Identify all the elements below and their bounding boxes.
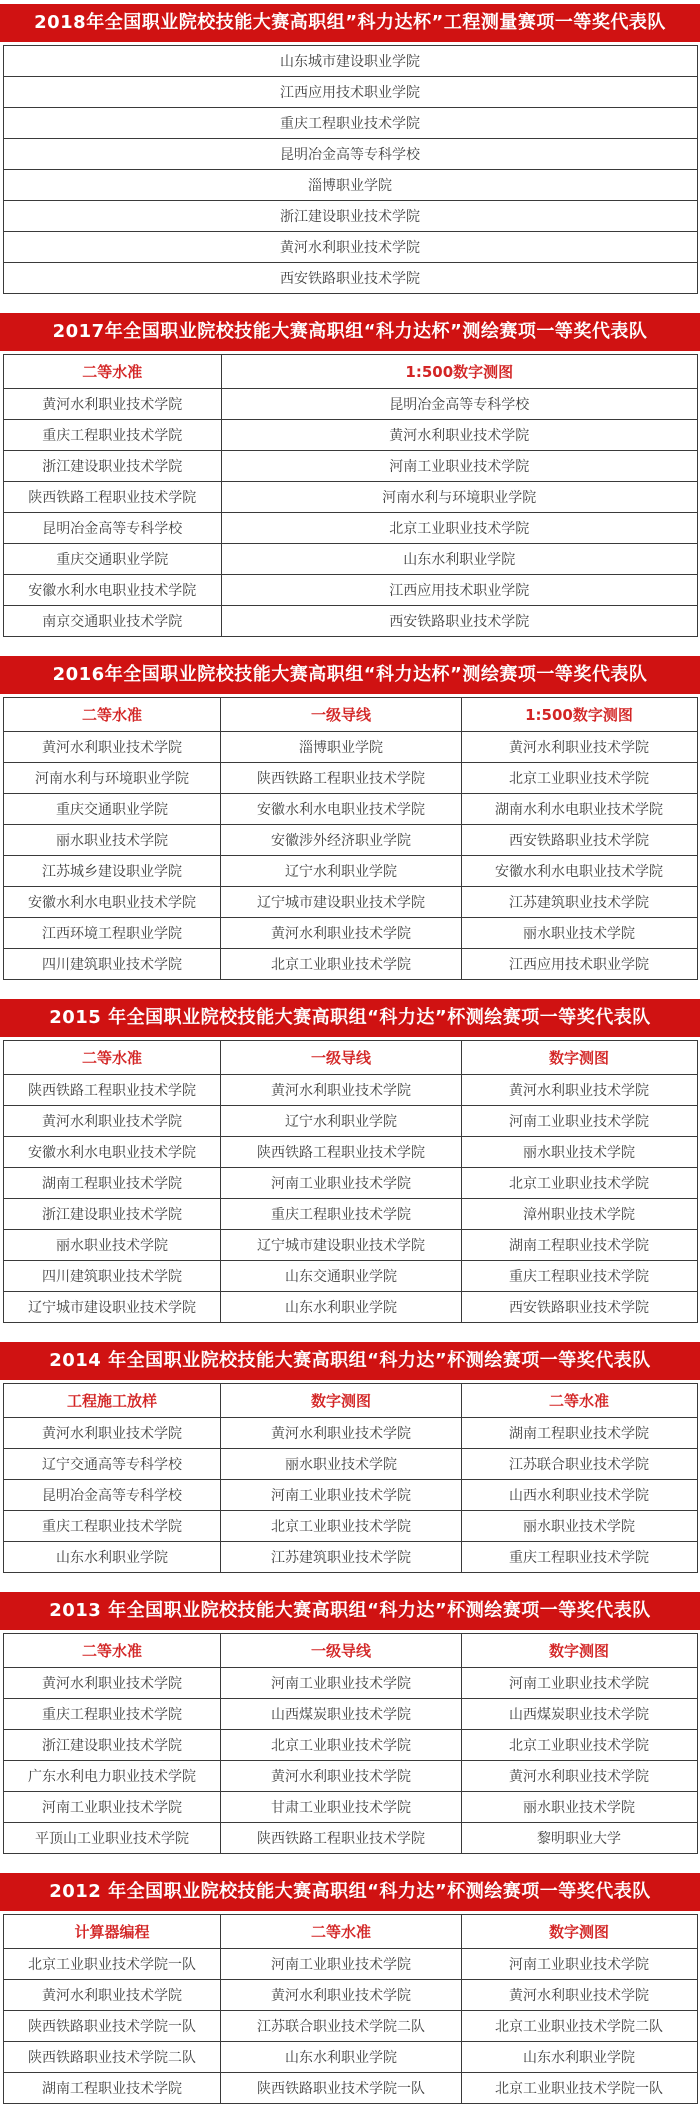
school-cell: 甘肃工业职业技术学院 [221, 1792, 461, 1823]
school-cell: 昆明冶金高等专科学校 [222, 389, 697, 420]
table-row [3, 1075, 697, 1106]
table-row [3, 263, 697, 294]
school-cell: 丽水职业技术学院 [3, 1230, 221, 1261]
school-cell: 安徽水利水电职业技术学院 [3, 887, 221, 918]
table-row [3, 232, 697, 263]
table-row [3, 2073, 697, 2104]
school-cell: 河南工业职业技术学院 [3, 1792, 221, 1823]
awards-table-2017 [3, 354, 698, 637]
table-row [3, 420, 697, 451]
school-cell: 淄博职业学院 [3, 170, 697, 201]
school-cell: 西安铁路职业技术学院 [461, 1292, 697, 1323]
school-cell: 丽水职业技术学院 [221, 1449, 461, 1480]
school-cell: 重庆工程职业技术学院 [3, 420, 222, 451]
school-cell: 河南工业职业技术学院 [461, 1106, 697, 1137]
table-row [3, 2011, 697, 2042]
school-cell: 西安铁路职业技术学院 [461, 825, 697, 856]
column-header: 数字测图 [221, 1384, 461, 1418]
school-cell: 黄河水利职业技术学院 [3, 1418, 221, 1449]
header-row [3, 1634, 697, 1668]
school-cell: 丽水职业技术学院 [461, 918, 697, 949]
header-row [3, 698, 697, 732]
school-cell: 丽水职业技术学院 [3, 825, 221, 856]
school-cell: 重庆工程职业技术学院 [3, 108, 697, 139]
section-2013 [0, 1592, 700, 1854]
school-cell: 昆明冶金高等专科学校 [3, 1480, 221, 1511]
column-header: 二等水准 [221, 1915, 461, 1949]
school-cell: 北京工业职业技术学院 [221, 949, 461, 980]
school-cell: 江西应用技术职业学院 [3, 77, 697, 108]
school-cell: 浙江建设职业技术学院 [3, 201, 697, 232]
school-cell: 丽水职业技术学院 [461, 1792, 697, 1823]
school-cell: 浙江建设职业技术学院 [3, 451, 222, 482]
school-cell: 江苏建筑职业技术学院 [221, 1542, 461, 1573]
table-row [3, 732, 697, 763]
school-cell: 安徽涉外经济职业学院 [221, 825, 461, 856]
table-row [3, 1699, 697, 1730]
awards-table-2012 [3, 1914, 698, 2104]
table-row [3, 606, 697, 637]
school-cell: 陕西铁路工程职业技术学院 [3, 1075, 221, 1106]
school-cell: 北京工业职业技术学院 [461, 1730, 697, 1761]
school-cell: 湖南工程职业技术学院 [3, 2073, 221, 2104]
school-cell: 北京工业职业技术学院二队 [461, 2011, 697, 2042]
school-cell: 河南工业职业技术学院 [221, 1168, 461, 1199]
school-cell: 西安铁路职业技术学院 [3, 263, 697, 294]
section-2018 [0, 4, 700, 294]
school-cell: 河南水利与环境职业学院 [222, 482, 697, 513]
table-row [3, 1823, 697, 1854]
column-header: 数字测图 [461, 1634, 697, 1668]
awards-table-2014 [3, 1383, 698, 1573]
section-title-banner: 2015 年全国职业院校技能大赛高职组“科力达”杯测绘赛项一等奖代表队 [0, 999, 700, 1037]
school-cell: 北京工业职业技术学院 [221, 1730, 461, 1761]
school-cell: 四川建筑职业技术学院 [3, 1261, 221, 1292]
school-cell: 北京工业职业技术学院一队 [3, 1949, 221, 1980]
table-row [3, 2042, 697, 2073]
school-cell: 辽宁交通高等专科学校 [3, 1449, 221, 1480]
school-cell: 黄河水利职业技术学院 [222, 420, 697, 451]
school-cell: 河南工业职业技术学院 [221, 1480, 461, 1511]
school-cell: 安徽水利水电职业技术学院 [3, 575, 222, 606]
school-cell: 河南水利与环境职业学院 [3, 763, 221, 794]
table-row [3, 201, 697, 232]
school-cell: 北京工业职业技术学院 [461, 763, 697, 794]
school-cell: 淄博职业学院 [221, 732, 461, 763]
school-cell: 丽水职业技术学院 [461, 1137, 697, 1168]
school-cell: 湖南工程职业技术学院 [461, 1230, 697, 1261]
school-cell: 陕西铁路工程职业技术学院 [3, 482, 222, 513]
school-cell: 山东水利职业学院 [221, 2042, 461, 2073]
school-cell: 山东水利职业学院 [461, 2042, 697, 2073]
school-cell: 黄河水利职业技术学院 [3, 232, 697, 263]
section-title-banner: 2014 年全国职业院校技能大赛高职组“科力达”杯测绘赛项一等奖代表队 [0, 1342, 700, 1380]
column-header: 一级导线 [221, 1041, 461, 1075]
table-row [3, 825, 697, 856]
school-cell: 黄河水利职业技术学院 [461, 1075, 697, 1106]
awards-table-2015 [3, 1040, 698, 1323]
column-header: 数字测图 [461, 1041, 697, 1075]
table-row [3, 1730, 697, 1761]
school-cell: 辽宁水利职业学院 [221, 856, 461, 887]
school-cell: 山东城市建设职业学院 [3, 46, 697, 77]
table-row [3, 1668, 697, 1699]
table-row [3, 1418, 697, 1449]
table-row [3, 544, 697, 575]
section-title-banner: 2013 年全国职业院校技能大赛高职组“科力达”杯测绘赛项一等奖代表队 [0, 1592, 700, 1630]
school-cell: 河南工业职业技术学院 [222, 451, 697, 482]
school-cell: 漳州职业技术学院 [461, 1199, 697, 1230]
section-title-banner: 2012 年全国职业院校技能大赛高职组“科力达”杯测绘赛项一等奖代表队 [0, 1873, 700, 1911]
table-row [3, 389, 697, 420]
table-row [3, 918, 697, 949]
header-row [3, 355, 697, 389]
section-2014 [0, 1342, 700, 1573]
school-cell: 辽宁城市建设职业技术学院 [221, 887, 461, 918]
school-cell: 江西环境工程职业学院 [3, 918, 221, 949]
school-cell: 黄河水利职业技术学院 [221, 918, 461, 949]
table-row [3, 482, 697, 513]
column-header: 二等水准 [3, 355, 222, 389]
school-cell: 黄河水利职业技术学院 [221, 1980, 461, 2011]
table-row [3, 139, 697, 170]
table-row [3, 1761, 697, 1792]
column-header: 二等水准 [3, 1634, 221, 1668]
section-title-banner: 2018年全国职业院校技能大赛高职组”科力达杯”工程测量赛项一等奖代表队 [0, 4, 700, 42]
school-cell: 山西煤炭职业技术学院 [221, 1699, 461, 1730]
table-row [3, 513, 697, 544]
school-cell: 陕西铁路职业技术学院一队 [3, 2011, 221, 2042]
school-cell: 平顶山工业职业技术学院 [3, 1823, 221, 1854]
table-row [3, 763, 697, 794]
table-row [3, 1292, 697, 1323]
school-cell: 四川建筑职业技术学院 [3, 949, 221, 980]
awards-table-2013 [3, 1633, 698, 1854]
school-cell: 江西应用技术职业学院 [461, 949, 697, 980]
section-2012 [0, 1873, 700, 2104]
table-row [3, 1261, 697, 1292]
section-2017 [0, 313, 700, 637]
table-row [3, 949, 697, 980]
column-header: 二等水准 [3, 1041, 221, 1075]
table-row [3, 1480, 697, 1511]
column-header: 计算器编程 [3, 1915, 221, 1949]
school-cell: 重庆工程职业技术学院 [461, 1261, 697, 1292]
column-header: 1:500数字测图 [461, 698, 697, 732]
section-2015 [0, 999, 700, 1323]
school-cell: 山西水利职业技术学院 [461, 1480, 697, 1511]
column-header: 数字测图 [461, 1915, 697, 1949]
school-cell: 陕西铁路职业技术学院一队 [221, 2073, 461, 2104]
school-cell: 北京工业职业技术学院 [222, 513, 697, 544]
table-row [3, 1199, 697, 1230]
school-cell: 江苏城乡建设职业学院 [3, 856, 221, 887]
school-cell: 黄河水利职业技术学院 [221, 1761, 461, 1792]
school-cell: 黄河水利职业技术学院 [461, 732, 697, 763]
section-2016 [0, 656, 700, 980]
school-cell: 昆明冶金高等专科学校 [3, 139, 697, 170]
column-header: 二等水准 [461, 1384, 697, 1418]
school-cell: 河南工业职业技术学院 [461, 1949, 697, 1980]
school-cell: 黎明职业大学 [461, 1823, 697, 1854]
school-cell: 江西应用技术职业学院 [222, 575, 697, 606]
column-header: 1:500数字测图 [222, 355, 697, 389]
school-cell: 湖南工程职业技术学院 [461, 1418, 697, 1449]
table-row [3, 1542, 697, 1573]
table-row [3, 108, 697, 139]
school-cell: 安徽水利水电职业技术学院 [221, 794, 461, 825]
school-cell: 黄河水利职业技术学院 [221, 1418, 461, 1449]
column-header: 一级导线 [221, 698, 461, 732]
school-cell: 山西煤炭职业技术学院 [461, 1699, 697, 1730]
sections-container [0, 4, 700, 2104]
school-cell: 重庆工程职业技术学院 [461, 1542, 697, 1573]
header-row [3, 1041, 697, 1075]
school-cell: 山东水利职业学院 [221, 1292, 461, 1323]
school-cell: 广东水利电力职业技术学院 [3, 1761, 221, 1792]
table-row [3, 170, 697, 201]
school-cell: 辽宁水利职业学院 [221, 1106, 461, 1137]
school-cell: 江苏联合职业技术学院 [461, 1449, 697, 1480]
school-cell: 丽水职业技术学院 [461, 1511, 697, 1542]
school-cell: 江苏建筑职业技术学院 [461, 887, 697, 918]
table-row [3, 1449, 697, 1480]
table-row [3, 1106, 697, 1137]
table-row [3, 451, 697, 482]
school-cell: 山东水利职业学院 [222, 544, 697, 575]
table-row [3, 856, 697, 887]
header-row [3, 1915, 697, 1949]
table-row [3, 77, 697, 108]
school-cell: 陕西铁路工程职业技术学院 [221, 1823, 461, 1854]
school-cell: 重庆交通职业学院 [3, 544, 222, 575]
school-cell: 浙江建设职业技术学院 [3, 1730, 221, 1761]
school-cell: 河南工业职业技术学院 [221, 1668, 461, 1699]
table-row [3, 46, 697, 77]
table-row [3, 1792, 697, 1823]
awards-table-2016 [3, 697, 698, 980]
school-cell: 黄河水利职业技术学院 [221, 1075, 461, 1106]
table-row [3, 1511, 697, 1542]
school-cell: 安徽水利水电职业技术学院 [3, 1137, 221, 1168]
school-cell: 河南工业职业技术学院 [461, 1668, 697, 1699]
school-cell: 山东交通职业学院 [221, 1261, 461, 1292]
table-row [3, 1980, 697, 2011]
school-cell: 北京工业职业技术学院一队 [461, 2073, 697, 2104]
column-header: 一级导线 [221, 1634, 461, 1668]
section-title-banner: 2017年全国职业院校技能大赛高职组“科力达杯”测绘赛项一等奖代表队 [0, 313, 700, 351]
school-cell: 陕西铁路职业技术学院二队 [3, 2042, 221, 2073]
school-cell: 辽宁城市建设职业技术学院 [221, 1230, 461, 1261]
school-cell: 陕西铁路工程职业技术学院 [221, 763, 461, 794]
table-row [3, 575, 697, 606]
school-cell: 黄河水利职业技术学院 [3, 1106, 221, 1137]
school-cell: 黄河水利职业技术学院 [3, 389, 222, 420]
school-cell: 重庆工程职业技术学院 [3, 1699, 221, 1730]
school-cell: 黄河水利职业技术学院 [3, 1668, 221, 1699]
school-cell: 湖南工程职业技术学院 [3, 1168, 221, 1199]
school-cell: 黄河水利职业技术学院 [461, 1980, 697, 2011]
table-row [3, 1137, 697, 1168]
school-cell: 安徽水利水电职业技术学院 [461, 856, 697, 887]
school-cell: 重庆交通职业学院 [3, 794, 221, 825]
school-cell: 黄河水利职业技术学院 [3, 1980, 221, 2011]
table-row [3, 1230, 697, 1261]
school-cell: 山东水利职业学院 [3, 1542, 221, 1573]
school-cell: 陕西铁路工程职业技术学院 [221, 1137, 461, 1168]
school-cell: 湖南水利水电职业技术学院 [461, 794, 697, 825]
table-row [3, 887, 697, 918]
school-cell: 北京工业职业技术学院 [221, 1511, 461, 1542]
table-row [3, 1949, 697, 1980]
school-cell: 西安铁路职业技术学院 [222, 606, 697, 637]
table-row [3, 794, 697, 825]
school-cell: 南京交通职业技术学院 [3, 606, 222, 637]
column-header: 工程施工放样 [3, 1384, 221, 1418]
school-cell: 黄河水利职业技术学院 [461, 1761, 697, 1792]
column-header: 二等水准 [3, 698, 221, 732]
section-title-banner: 2016年全国职业院校技能大赛高职组“科力达杯”测绘赛项一等奖代表队 [0, 656, 700, 694]
school-cell: 重庆工程职业技术学院 [221, 1199, 461, 1230]
header-row [3, 1384, 697, 1418]
school-cell: 辽宁城市建设职业技术学院 [3, 1292, 221, 1323]
school-cell: 重庆工程职业技术学院 [3, 1511, 221, 1542]
table-row [3, 1168, 697, 1199]
school-cell: 昆明冶金高等专科学校 [3, 513, 222, 544]
school-cell: 江苏联合职业技术学院二队 [221, 2011, 461, 2042]
school-cell: 黄河水利职业技术学院 [3, 732, 221, 763]
school-cell: 河南工业职业技术学院 [221, 1949, 461, 1980]
awards-table-2018 [3, 45, 698, 294]
school-cell: 北京工业职业技术学院 [461, 1168, 697, 1199]
school-cell: 浙江建设职业技术学院 [3, 1199, 221, 1230]
